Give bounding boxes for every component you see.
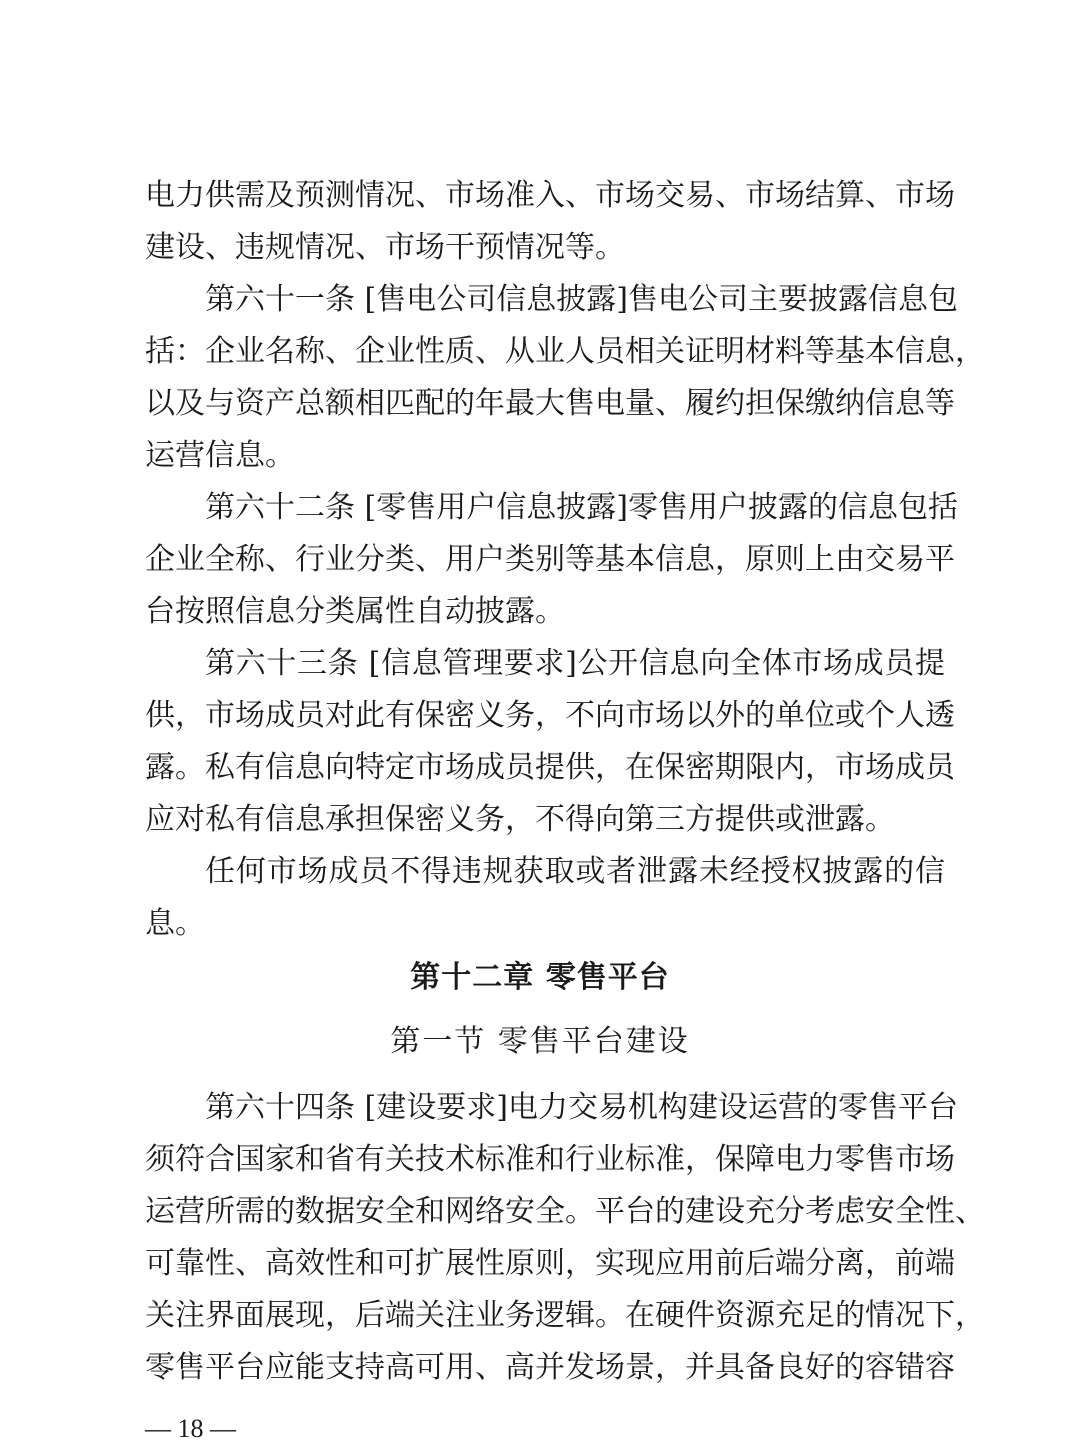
article-63-line: 露。私有信息向特定市场成员提供，在保密期限内，市场成员 (145, 750, 955, 785)
text-line: 建设、违规情况、市场干预情况等。 (145, 230, 625, 265)
article-64-line: 须符合国家和省有关技术标准和行业标准，保障电力零售市场 (145, 1142, 955, 1177)
article-61-line: 第六十一条 [售电公司信息披露]售电公司主要披露信息包 (205, 282, 958, 317)
article-61-line: 以及与资产总额相匹配的年最大售电量、履约担保缴纳信息等 (145, 386, 955, 421)
text-line: 任何市场成员不得违规获取或者泄露未经授权披露的信 (205, 854, 945, 889)
article-64-line: 运营所需的数据安全和网络安全。平台的建设充分考虑安全性、 (145, 1194, 985, 1229)
article-64-line: 可靠性、高效性和可扩展性原则，实现应用前后端分离，前端 (145, 1246, 955, 1281)
article-62-line: 第六十二条 [零售用户信息披露]零售用户披露的信息包括 (205, 490, 958, 525)
article-63-line: 第六十三条 [信息管理要求]公开信息向全体市场成员提 (205, 646, 945, 681)
article-61-line: 括：企业名称、企业性质、从业人员相关证明材料等基本信息， (145, 334, 985, 369)
page-number: — 18 — (145, 1414, 236, 1443)
article-61-line: 运营信息。 (145, 438, 295, 473)
article-64-line: 关注界面展现，后端关注业务逻辑。在硬件资源充足的情况下， (145, 1298, 985, 1333)
article-62-line: 企业全称、行业分类、用户类别等基本信息，原则上由交易平 (145, 542, 955, 577)
article-63-line: 供，市场成员对此有保密义务，不向市场以外的单位或个人透 (145, 698, 955, 733)
article-64-line: 零售平台应能支持高可用、高并发场景，并具备良好的容错容 (145, 1350, 955, 1385)
chapter-title: 第十二章 零售平台 (410, 960, 670, 995)
text-line: 电力供需及预测情况、市场准入、市场交易、市场结算、市场 (145, 178, 955, 213)
section-title: 第一节 零售平台建设 (390, 1024, 690, 1059)
article-64-line: 第六十四条 [建设要求]电力交易机构建设运营的零售平台 (205, 1090, 958, 1125)
article-62-line: 台按照信息分类属性自动披露。 (145, 594, 565, 629)
text-line: 息。 (145, 906, 205, 941)
article-63-line: 应对私有信息承担保密义务，不得向第三方提供或泄露。 (145, 802, 895, 837)
